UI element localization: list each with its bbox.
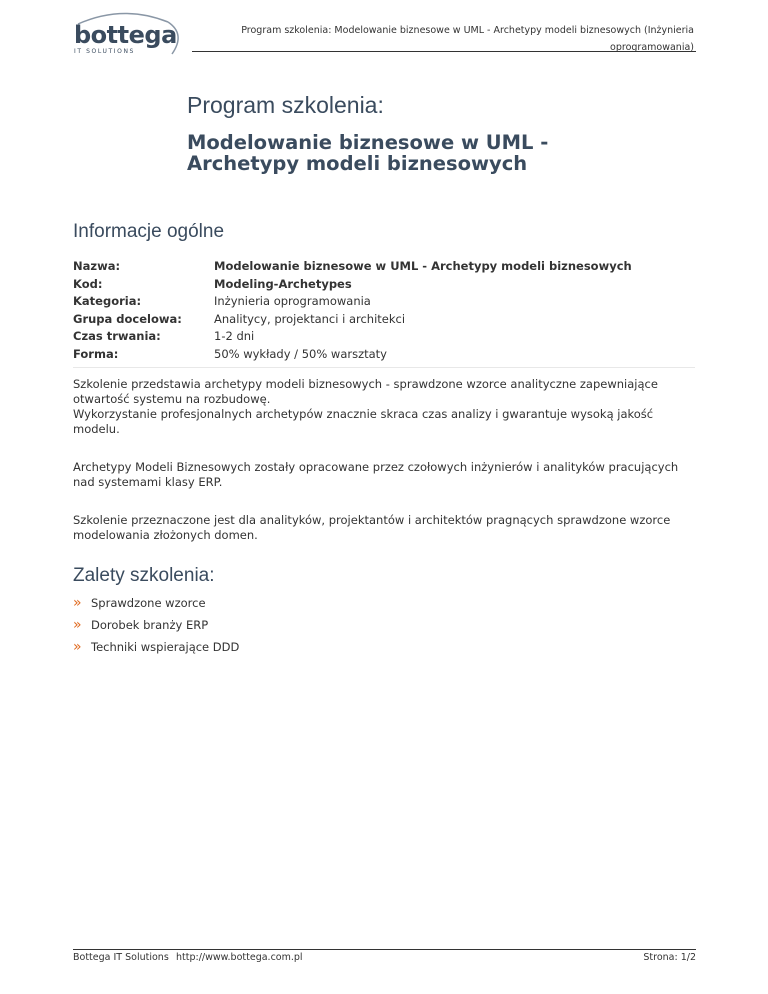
info-label: Forma: (73, 346, 119, 361)
list-item-label: Dorobek branży ERP (91, 618, 209, 632)
info-value: Modeling-Archetypes (214, 276, 352, 291)
description-line: Szkolenie przedstawia archetypy modeli biznesowych - sprawdzone wzorce analityczne zapewniające otwartość systemu na rozbudowę. (73, 377, 658, 406)
info-row-name (73, 258, 693, 276)
footer-divider (73, 949, 696, 950)
header-divider (192, 51, 696, 52)
info-value: Inżynieria oprogramowania (214, 294, 371, 308)
general-info-heading: Informacje ogólne (73, 221, 225, 242)
description-paragraph-1 (73, 377, 695, 437)
company-logo (68, 10, 186, 56)
list-item-label: Techniki wspierające DDD (91, 640, 240, 654)
section-divider (73, 367, 695, 368)
info-label: Nazwa: (73, 259, 121, 273)
info-value: 50% wykłady / 50% warsztaty (214, 346, 387, 361)
info-value: Analitycy, projektanci i architekci (214, 311, 406, 326)
info-row-code (73, 276, 693, 294)
logo-name: bottega (74, 21, 177, 49)
info-row-duration (73, 328, 693, 346)
page-number: Strona: 1/2 (643, 952, 696, 963)
general-info-table (73, 258, 693, 363)
list-item (73, 592, 673, 614)
list-item (73, 614, 673, 636)
list-item (73, 636, 673, 658)
page-title: Modelowanie biznesowe w UML - Archetypy modeli biznesowych (187, 131, 549, 175)
logo-subtitle: IT SOLUTIONS (74, 48, 135, 55)
description-paragraph-2: Archetypy Modeli Biznesowych zostały opracowane przez czołowych inżynierów i analityków pracujących nad systemami klasy ERP. (73, 460, 679, 489)
info-value: Modelowanie biznesowe w UML - Archetypy modeli biznesowych (214, 259, 632, 273)
footer-url-link[interactable]: http://www.bottega.com.pl (176, 952, 303, 963)
advantages-heading: Zalety szkolenia: (73, 565, 215, 586)
info-label: Grupa docelowa: (73, 311, 182, 326)
bullet-chevron-icon: » (73, 617, 82, 633)
footer-company: Bottega IT Solutions (73, 952, 169, 963)
info-label: Kategoria: (73, 294, 142, 308)
advantages-list (73, 592, 673, 658)
info-label: Kod: (73, 276, 103, 291)
title-prefix: Program szkolenia: (187, 92, 384, 118)
description-line: Wykorzystanie profesjonalnych archetypów znacznie skraca czas analizy i gwarantuje wysoką jakość modelu. (73, 407, 654, 436)
info-row-category (73, 293, 693, 311)
description-paragraph-3: Szkolenie przeznaczone jest dla analityków, projektantów i architektów pragnących sprawdzone wzorce modelowania złożonych domen. (73, 513, 671, 542)
bullet-chevron-icon: » (73, 595, 82, 611)
info-label: Czas trwania: (73, 329, 161, 343)
info-row-audience (73, 311, 693, 329)
running-header: Program szkolenia: Modelowanie biznesowe w UML - Archetypy modeli biznesowych (Inżynieria oprogramowania) (241, 25, 694, 53)
bullet-chevron-icon: » (73, 639, 82, 655)
info-row-form (73, 346, 693, 364)
list-item-label: Sprawdzone wzorce (91, 596, 206, 610)
info-value: 1-2 dni (214, 329, 255, 343)
